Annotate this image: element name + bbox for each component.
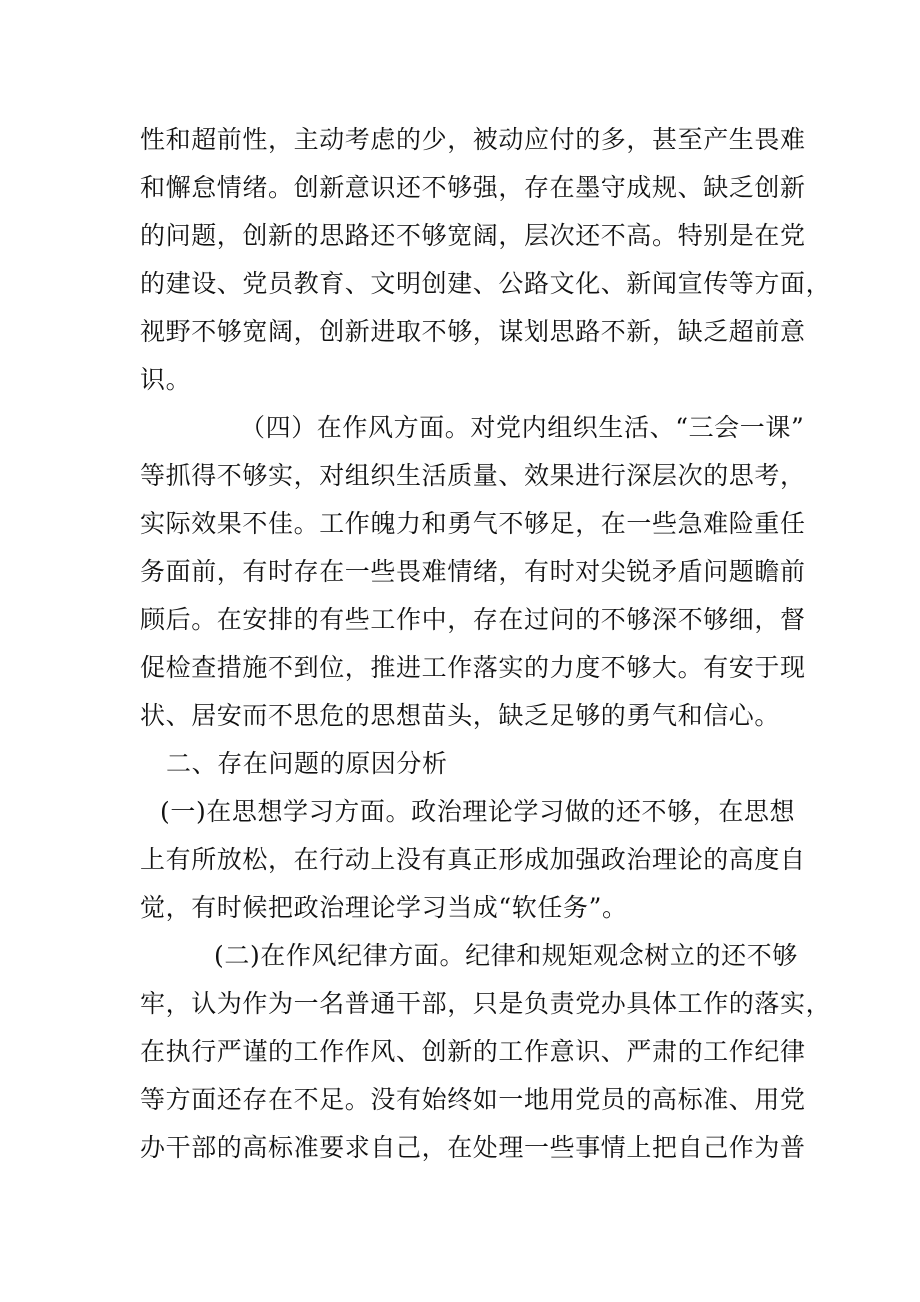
text-line: 实际效果不佳。工作魄力和勇气不够足，在一些急难险重任 [140,509,806,538]
text-line: 视野不够宽阔，创新进取不够，谋划思路不新，缺乏超前意 [140,317,806,346]
text-line: 的建设、党员教育、文明创建、公路文化、新闻宣传等方面， [140,269,832,298]
text-line: 觉，有时候把政治理论学习当成“软任务”。 [140,893,628,922]
text-line: 和懈怠情绪。创新意识还不够强，存在墨守成规、缺乏创新 [140,173,806,202]
text-line: 状、居安而不思危的思想苗头，缺乏足够的勇气和信心。 [140,701,781,730]
text-line: 务面前，有时存在一些畏难情绪，有时对尖锐矛盾问题瞻前 [140,557,806,586]
text-line: 等抓得不够实，对组织生活质量、效果进行深层次的思考， [140,461,806,490]
text-line: 上有所放松，在行动上没有真正形成加强政治理论的高度自 [140,845,806,874]
text-line: 等方面还存在不足。没有始终如一地用党员的高标准、用党 [140,1085,806,1114]
text-line: 性和超前性，主动考虑的少，被动应付的多，甚至产生畏难 [140,125,806,154]
section-heading-two: 二、存在问题的原因分析 [166,749,448,778]
subsection-heading-two: (二)在作风纪律方面。纪律和规矩观念树立的还不够 [214,941,798,970]
section-heading-four: （四）在作风方面。对党内组织生活、“三会一课” [240,413,805,442]
text-line: 牢，认为作为一名普通干部，只是负责党办具体工作的落实， [140,989,832,1018]
subsection-heading-one: (一)在思想学习方面。政治理论学习做的还不够，在思想 [160,797,796,826]
text-line: 识。 [140,365,192,394]
text-line: 促检查措施不到位，推进工作落实的力度不够大。有安于现 [140,653,806,682]
text-line: 在执行严谨的工作作风、创新的工作意识、严肃的工作纪律 [140,1037,806,1066]
text-line: 办干部的高标准要求自己，在处理一些事情上把自己作为普 [140,1133,806,1162]
text-line: 的问题，创新的思路还不够宽阔，层次还不高。特别是在党 [140,221,806,250]
text-line: 顾后。在安排的有些工作中，存在过问的不够深不够细，督 [140,605,806,634]
